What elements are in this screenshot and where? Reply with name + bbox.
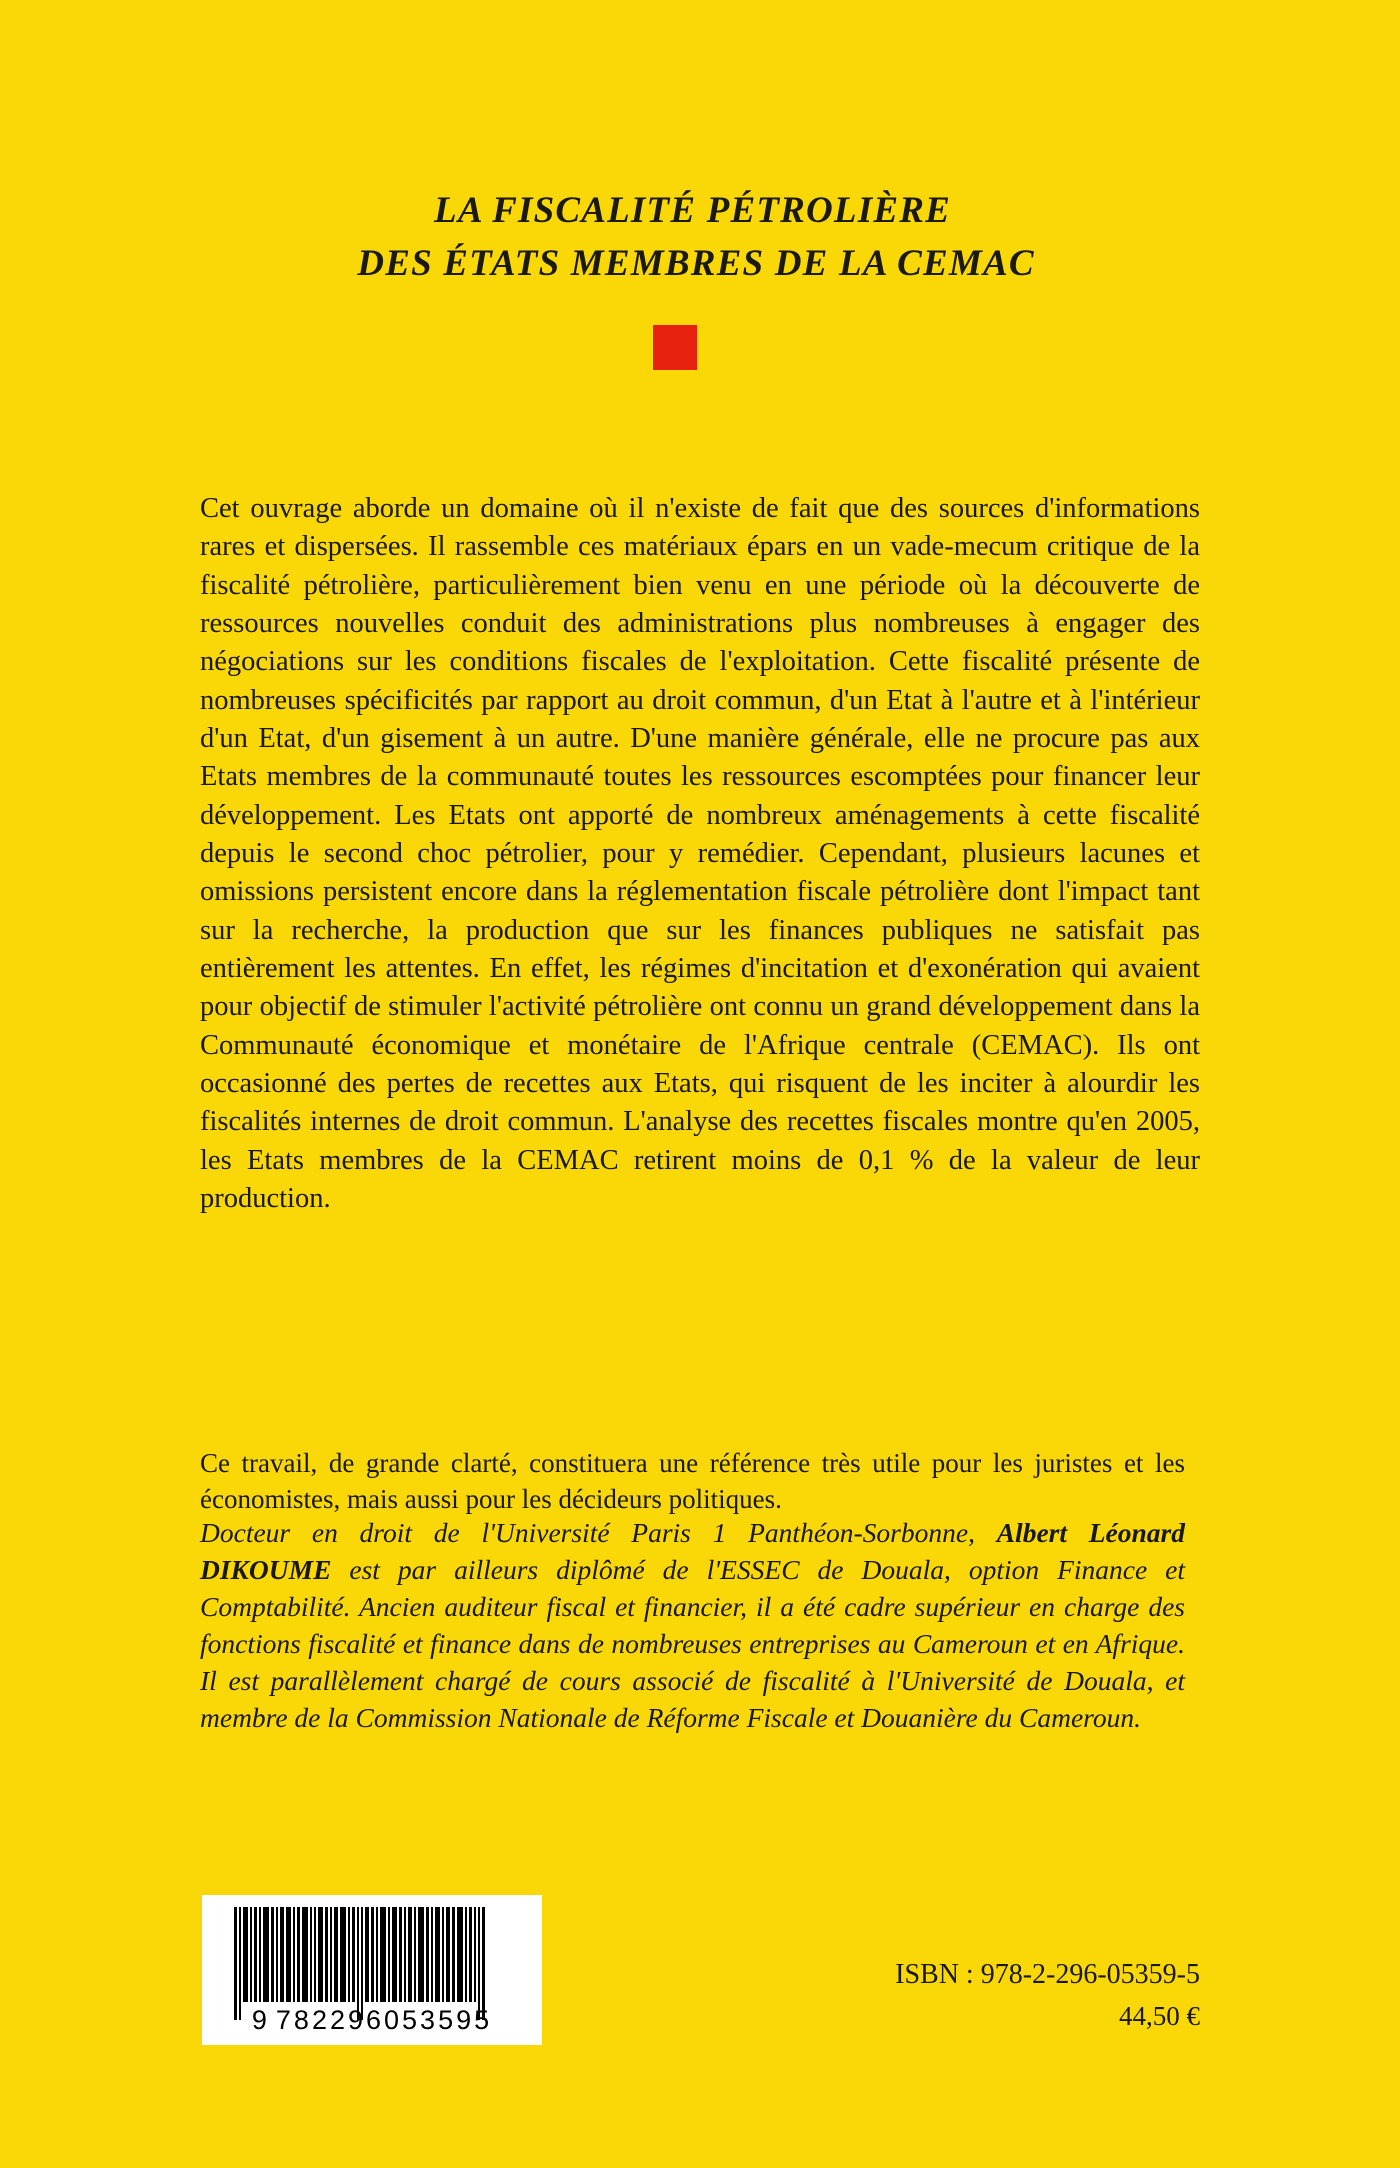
book-title-line-2: DES ÉTATS MEMBRES DE LA CEMAC — [357, 242, 1035, 284]
blurb-paragraph: Cet ouvrage aborde un domaine où il n'existe de fait que des sources d'informations rares et dispersées. Il rassemble ces matériaux épars en un vade-mecum critique de la fiscalité pétrolière, particulièrement bien venu en une période où la découverte de ressources nouvelles conduit des administrations plus nombreuses à engager des négociations sur les conditions fiscales de l'exploitation. Cette fiscalité présente de nombreuses spécificités par rapport au droit commun, d'un Etat à l'autre et à l'intérieur d'un Etat, d'un gisement à un autre. D'une manière générale, elle ne procure pas aux Etats membres de la communauté toutes les ressources escomptées pour financer leur développement. Les Etats ont apporté de nombreux aménagements à cette fiscalité depuis le second choc pétrolier, pour y remédier. Cependant, plusieurs lacunes et omissions persistent encore dans la réglementation fiscale pétrolière dont l'impact tant sur la recherche, la production que sur les finances publiques ne satisfait pas entièrement les attentes. En effet, les régimes d'incitation et d'exonération qui avaient pour objectif de stimuler l'activité pétrolière ont connu un grand développement dans la Communauté économique et monétaire de l'Afrique centrale (CEMAC). Ils ont occasionné des pertes de recettes aux Etats, qui risquent de les inciter à alourdir les fiscalités internes de droit commun. L'analyse des recettes fiscales montre qu'en 2005, les Etats membres de la CEMAC retirent moins de 0,1 % de la valeur de leur production. — [200, 493, 1200, 1214]
closing-text: Ce travail, de grande clarté, constituera une référence très utile pour les juristes et les économistes, mais aussi pour les décideurs politiques. — [200, 1448, 1185, 1515]
barcode — [202, 1895, 542, 2045]
back-cover-blurb — [200, 490, 1200, 1218]
barcode-digits — [202, 2005, 542, 2036]
barcode-bars — [234, 1907, 512, 2002]
bio-text-after-name: est par ailleurs diplômé de l'ESSEC de Douala, option Finance et Comptabilité. Ancien auditeur fiscal et financier, il a été cadre supérieur en charge des fonctions fiscalité et finance dans de nombreuses entreprises au Cameroun et en Afrique. Il est parallèlement chargé de cours associé de fiscalité à l'Université de Douala, et membre de la Commission Nationale de Réforme Fiscale et Douanière du Cameroun. — [200, 1553, 1185, 1733]
barcode-digits-right: 053595 — [384, 2005, 493, 2035]
bio-text-before-name: Docteur en droit de l'Université Paris 1 Panthéon-Sorbonne, — [200, 1517, 997, 1548]
barcode-lead-digit: 9 — [251, 2005, 270, 2035]
author-name: Albert Léonard DIKOUME — [200, 1517, 1185, 1585]
barcode-digits-left: 782296 — [275, 2005, 385, 2035]
title-block — [0, 185, 1400, 290]
price-label: 44,50 € — [1119, 2000, 1200, 2031]
book-title-line-1: LA FISCALITÉ PÉTROLIÈRE — [434, 190, 951, 231]
isbn-label: ISBN : 978-2-296-05359-5 — [895, 1959, 1200, 1990]
isbn-block — [740, 1955, 1200, 2036]
red-square-ornament — [653, 325, 697, 370]
author-biography — [200, 1515, 1185, 1737]
